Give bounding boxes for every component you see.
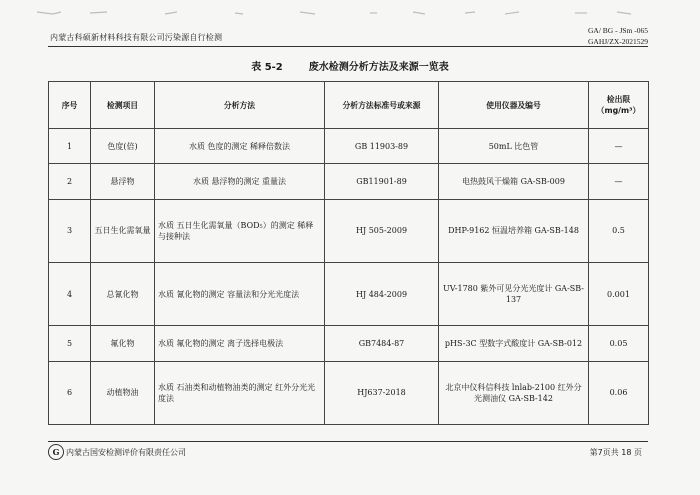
table-row: [49, 361, 649, 424]
row-instrument: pHS-3C 型数字式酸度计 GA-SB-012: [439, 326, 589, 361]
row-limit: 0.5: [589, 199, 649, 262]
row-seq: 4: [49, 263, 91, 326]
row-item: 色度(倍): [91, 129, 155, 164]
row-standard: HJ637-2018: [325, 361, 439, 424]
col-limit: [589, 82, 649, 129]
row-seq: 3: [49, 199, 91, 262]
table-row: [49, 326, 649, 361]
row-limit: 0.05: [589, 326, 649, 361]
col-seq: 序号: [49, 82, 91, 129]
row-instrument: 北京中仪科信科技 lnlab-2100 红外分光测油仪 GA-SB-142: [439, 361, 589, 424]
footer-divider: [48, 441, 648, 442]
row-limit: 0.06: [589, 361, 649, 424]
row-item: 动植物油: [91, 361, 155, 424]
row-instrument: DHP-9162 恒温培养箱 GA-SB-148: [439, 199, 589, 262]
footer-company-block: [48, 444, 186, 460]
row-item: 总氰化物: [91, 263, 155, 326]
scan-marks: [35, 9, 635, 17]
header-company: 内蒙古科硕新材料科技有限公司污染源自行检测: [50, 33, 223, 42]
col-item: 检测项目: [91, 82, 155, 129]
header-codes: [588, 25, 648, 47]
table-title-text: 废水检测分析方法及来源一览表: [308, 62, 449, 73]
row-item: 五日生化需氧量: [91, 199, 155, 262]
col-standard: 分析方法标准号或来源: [325, 82, 439, 129]
table-row: [49, 263, 649, 326]
row-instrument: 电热鼓风干燥箱 GA-SB-009: [439, 164, 589, 199]
row-standard: HJ 484-2009: [325, 263, 439, 326]
table-row: [49, 164, 649, 199]
page-number: 第7页共 18 页: [589, 448, 642, 457]
methods-table: [48, 81, 649, 425]
table-row: [49, 199, 649, 262]
row-limit: —: [589, 164, 649, 199]
row-seq: 5: [49, 326, 91, 361]
col-instrument: 使用仪器及编号: [439, 82, 589, 129]
col-limit-label: 检出限: [606, 95, 631, 104]
table-header-row: [49, 82, 649, 129]
row-standard: HJ 505-2009: [325, 199, 439, 262]
col-limit-unit: （mg/m³）: [596, 106, 641, 115]
row-item: 悬浮物: [91, 164, 155, 199]
row-method: 水质 石油类和动植物油类的测定 红外分光光度法: [155, 361, 325, 424]
row-instrument: 50mL 比色管: [439, 129, 589, 164]
row-instrument: UV-1780 紫外可见分光光度计 GA-SB-137: [439, 263, 589, 326]
row-limit: 0.001: [589, 263, 649, 326]
row-limit: —: [589, 129, 649, 164]
company-logo-icon: G: [48, 444, 64, 460]
row-method: 水质 五日生化需氧量（BOD₅）的测定 稀释与接种法: [155, 199, 325, 262]
footer-company: 内蒙古国安检测评价有限责任公司: [66, 447, 186, 457]
doc-code-2: GAHJ/ZX-2021529: [588, 37, 648, 46]
row-seq: 1: [49, 129, 91, 164]
row-item: 氟化物: [91, 326, 155, 361]
table-number: 表 5-2: [251, 62, 283, 73]
row-method: 水质 氟化物的测定 离子选择电极法: [155, 326, 325, 361]
doc-code-1: GA/ BG - JSm -065: [587, 26, 648, 35]
row-standard: GB7484-87: [325, 326, 439, 361]
row-seq: 2: [49, 164, 91, 199]
row-seq: 6: [49, 361, 91, 424]
row-method: 水质 氰化物的测定 容量法和分光光度法: [155, 263, 325, 326]
header-divider: [48, 46, 648, 47]
row-standard: GB 11903-89: [325, 129, 439, 164]
row-standard: GB11901-89: [325, 164, 439, 199]
col-method: 分析方法: [155, 82, 325, 129]
table-title: [0, 58, 700, 73]
table-row: [49, 129, 649, 164]
row-method: 水质 色度的测定 稀释倍数法: [155, 129, 325, 164]
row-method: 水质 悬浮物的测定 重量法: [155, 164, 325, 199]
